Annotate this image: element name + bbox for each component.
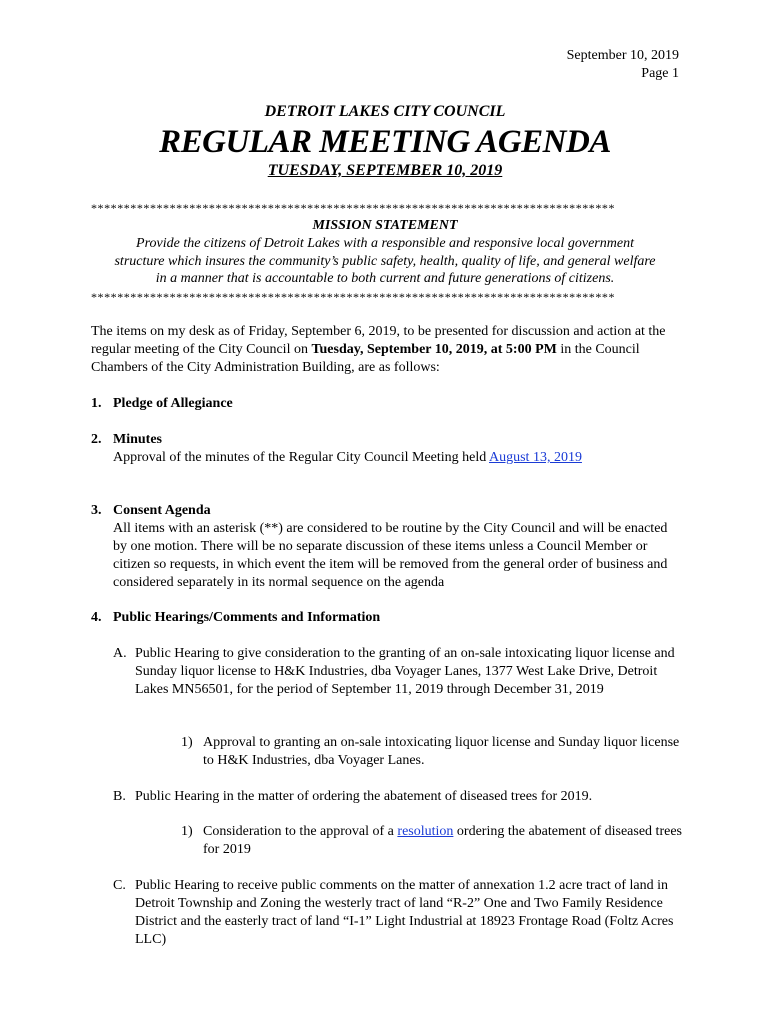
intro-paragraph (91, 323, 691, 377)
header-page-number: Page 1 (641, 66, 679, 81)
item-title: Minutes (113, 432, 162, 447)
subitem-text-post: ordering the abatement of diseased trees for 2019 (203, 824, 682, 857)
meeting-date: TUESDAY, SEPTEMBER 10, 2019 (267, 162, 503, 179)
intro-meeting-time: Tuesday, September 10, 2019, at 5:00 PM (311, 342, 557, 357)
hearing-label: C. (113, 878, 126, 893)
hearing-text: Public Hearing to receive public comments on the matter of annexation 1.2 acre tract of land in Detroit Township and Zoning the westerly tract of land “R-2” One and Two Family Residence District and the easterly tract of land “I-1” Light Industrial at 18923 Frontage Road (Foltz Acres LLC) (135, 878, 674, 947)
hearing-text: Public Hearing to give consideration to the granting of an on-sale intoxicating liquor license and Sunday liquor license to H&K Industries, dba Voyager Lanes, 1377 West Lake Drive, Detroit Lakes MN56501, for the period of September 11, 2019 through December 31, 2019 (135, 646, 675, 697)
hearing-text: Public Hearing in the matter of ordering the abatement of diseased trees for 2019. (135, 789, 593, 804)
subitem-label: 1) (181, 824, 193, 839)
item-number: 3. (91, 503, 102, 518)
intro-text: The items on my desk as of Friday, September 6, 2019, to be presented for discussion and action at the regular meeting of the City Council on (91, 324, 666, 357)
subitem-text (203, 823, 683, 859)
minutes-link[interactable]: August 13, 2019 (489, 450, 582, 465)
page-header (567, 47, 679, 83)
resolution-link[interactable]: resolution (397, 824, 454, 839)
mission-statement (85, 235, 685, 288)
item-number: 4. (91, 610, 102, 625)
item-title: Public Hearings/Comments and Information (113, 610, 381, 625)
minutes-text: Approval of the minutes of the Regular City Council Meeting held (113, 450, 489, 465)
consent-description: All items with an asterisk (**) are considered to be routine by the City Council and will be enacted by one motion. There will be no separate discussion of these items unless a Council Member or citizen so requests, in which event the item will be removed from the general order of business and considered separately in its normal sequence on the agenda (113, 521, 668, 590)
intro-text: in the Council Chambers of the City Administration Building, are as follows: (91, 342, 640, 375)
hearing-label: B. (113, 789, 126, 804)
minutes-description (113, 449, 683, 467)
header-date: September 10, 2019 (566, 48, 679, 63)
divider-bottom: ******************************************************************************** (91, 290, 615, 304)
item-title: Consent Agenda (113, 503, 211, 518)
subitem-label: 1) (181, 735, 193, 750)
hearing-label: A. (113, 646, 127, 661)
mission-line: structure which insures the community’s public safety, health, quality of life, and general welfare (114, 253, 656, 269)
item-title: Pledge of Allegiance (113, 396, 233, 411)
mission-line: Provide the citizens of Detroit Lakes with a responsible and responsive local government (136, 236, 634, 251)
mission-title: MISSION STATEMENT (312, 218, 458, 233)
divider-top: ******************************************************************************** (91, 201, 615, 215)
council-name: DETROIT LAKES CITY COUNCIL (264, 103, 506, 120)
subitem-text-pre: Consideration to the approval of a (203, 824, 398, 839)
mission-line: in a manner that is accountable to both current and future generations of citizens. (155, 271, 615, 286)
agenda-title: REGULAR MEETING AGENDA (159, 124, 611, 160)
subitem-text: Approval to granting an on-sale intoxicating liquor license and Sunday liquor license to H&K Industries, dba Voyager Lanes. (203, 735, 680, 768)
item-number: 1. (91, 396, 102, 411)
item-number: 2. (91, 432, 102, 447)
